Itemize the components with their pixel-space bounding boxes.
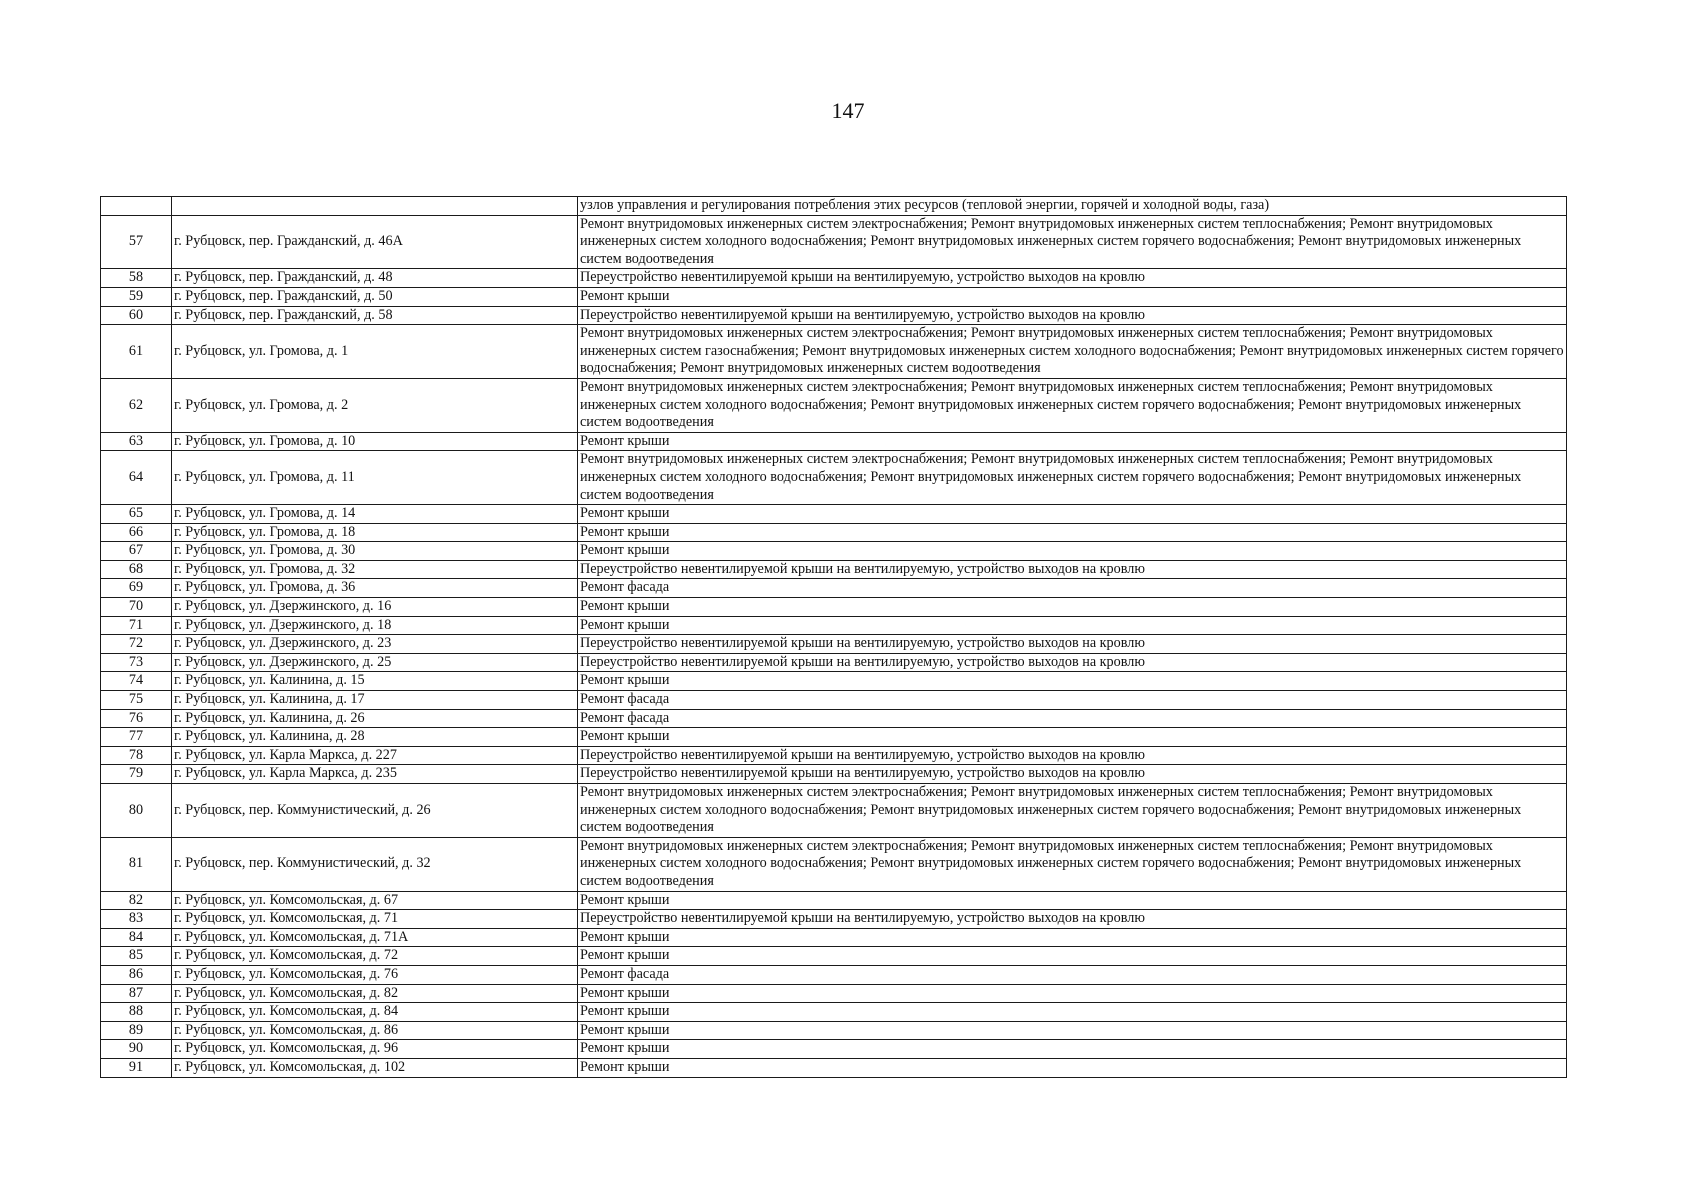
works-cell: Переустройство невентилируемой крыши на вентилируемую, устройство выходов на кровлю bbox=[578, 653, 1567, 672]
row-number-cell: 70 bbox=[101, 598, 172, 617]
table-row bbox=[101, 653, 1567, 672]
works-cell: Ремонт фасада bbox=[578, 579, 1567, 598]
works-cell: Ремонт крыши bbox=[578, 523, 1567, 542]
works-cell: Ремонт крыши bbox=[578, 672, 1567, 691]
row-number-cell: 87 bbox=[101, 984, 172, 1003]
table-row bbox=[101, 432, 1567, 451]
works-cell: Ремонт крыши bbox=[578, 728, 1567, 747]
table-row bbox=[101, 784, 1567, 838]
table-row bbox=[101, 579, 1567, 598]
works-cell: Переустройство невентилируемой крыши на вентилируемую, устройство выходов на кровлю bbox=[578, 910, 1567, 929]
row-number-cell: 62 bbox=[101, 378, 172, 432]
works-cell: Ремонт фасада bbox=[578, 691, 1567, 710]
address-cell: г. Рубцовск, ул. Комсомольская, д. 71А bbox=[172, 928, 578, 947]
address-cell bbox=[172, 197, 578, 216]
works-cell: Ремонт крыши bbox=[578, 542, 1567, 561]
works-cell: Ремонт внутридомовых инженерных систем электроснабжения; Ремонт внутридомовых инженерных систем теплоснабжения; Ремонт внутридомовых инженерных систем холодного водоснабжения; Ремонт внутридомовых инженерных систем горячего водоснабжения; Ремонт внутридомовых инженерных систем водоотведения bbox=[578, 837, 1567, 891]
table-row bbox=[101, 523, 1567, 542]
table-row bbox=[101, 287, 1567, 306]
works-cell: Ремонт крыши bbox=[578, 1040, 1567, 1059]
row-number-cell: 63 bbox=[101, 432, 172, 451]
table-row bbox=[101, 616, 1567, 635]
table-row bbox=[101, 635, 1567, 654]
works-cell: Переустройство невентилируемой крыши на вентилируемую, устройство выходов на кровлю bbox=[578, 765, 1567, 784]
row-number-cell: 69 bbox=[101, 579, 172, 598]
row-number-cell: 78 bbox=[101, 746, 172, 765]
works-cell: Переустройство невентилируемой крыши на вентилируемую, устройство выходов на кровлю bbox=[578, 560, 1567, 579]
address-cell: г. Рубцовск, ул. Громова, д. 2 bbox=[172, 378, 578, 432]
address-cell: г. Рубцовск, ул. Дзержинского, д. 23 bbox=[172, 635, 578, 654]
address-cell: г. Рубцовск, ул. Калинина, д. 17 bbox=[172, 691, 578, 710]
works-cell: Ремонт внутридомовых инженерных систем электроснабжения; Ремонт внутридомовых инженерных систем теплоснабжения; Ремонт внутридомовых инженерных систем холодного водоснабжения; Ремонт внутридомовых инженерных систем горячего водоснабжения; Ремонт внутридомовых инженерных систем водоотведения bbox=[578, 378, 1567, 432]
table-row bbox=[101, 728, 1567, 747]
address-cell: г. Рубцовск, ул. Комсомольская, д. 82 bbox=[172, 984, 578, 1003]
works-cell: Ремонт крыши bbox=[578, 947, 1567, 966]
table-row bbox=[101, 451, 1567, 505]
row-number-cell: 83 bbox=[101, 910, 172, 929]
address-cell: г. Рубцовск, ул. Калинина, д. 28 bbox=[172, 728, 578, 747]
row-number-cell: 57 bbox=[101, 215, 172, 269]
table-row bbox=[101, 928, 1567, 947]
address-cell: г. Рубцовск, ул. Комсомольская, д. 84 bbox=[172, 1003, 578, 1022]
address-cell: г. Рубцовск, ул. Комсомольская, д. 102 bbox=[172, 1058, 578, 1077]
table-row bbox=[101, 965, 1567, 984]
table-row bbox=[101, 598, 1567, 617]
address-cell: г. Рубцовск, ул. Комсомольская, д. 76 bbox=[172, 965, 578, 984]
row-number-cell: 77 bbox=[101, 728, 172, 747]
address-cell: г. Рубцовск, ул. Громова, д. 10 bbox=[172, 432, 578, 451]
table-row bbox=[101, 560, 1567, 579]
table-row bbox=[101, 947, 1567, 966]
address-cell: г. Рубцовск, ул. Громова, д. 1 bbox=[172, 325, 578, 379]
row-number-cell: 59 bbox=[101, 287, 172, 306]
address-cell: г. Рубцовск, ул. Громова, д. 36 bbox=[172, 579, 578, 598]
address-cell: г. Рубцовск, ул. Громова, д. 14 bbox=[172, 505, 578, 524]
address-cell: г. Рубцовск, ул. Карла Маркса, д. 227 bbox=[172, 746, 578, 765]
row-number-cell: 66 bbox=[101, 523, 172, 542]
row-number-cell: 81 bbox=[101, 837, 172, 891]
address-cell: г. Рубцовск, ул. Комсомольская, д. 67 bbox=[172, 891, 578, 910]
row-number-cell: 88 bbox=[101, 1003, 172, 1022]
table-row bbox=[101, 197, 1567, 216]
table-row bbox=[101, 378, 1567, 432]
works-table-body bbox=[101, 197, 1567, 1078]
row-number-cell: 85 bbox=[101, 947, 172, 966]
row-number-cell: 84 bbox=[101, 928, 172, 947]
row-number-cell: 65 bbox=[101, 505, 172, 524]
row-number-cell: 82 bbox=[101, 891, 172, 910]
address-cell: г. Рубцовск, ул. Громова, д. 18 bbox=[172, 523, 578, 542]
works-cell: Переустройство невентилируемой крыши на вентилируемую, устройство выходов на кровлю bbox=[578, 746, 1567, 765]
table-row bbox=[101, 746, 1567, 765]
table-row bbox=[101, 1040, 1567, 1059]
works-cell: Ремонт крыши bbox=[578, 598, 1567, 617]
works-cell: Ремонт крыши bbox=[578, 928, 1567, 947]
works-cell: Ремонт крыши bbox=[578, 1021, 1567, 1040]
works-cell: Переустройство невентилируемой крыши на вентилируемую, устройство выходов на кровлю bbox=[578, 269, 1567, 288]
address-cell: г. Рубцовск, пер. Гражданский, д. 58 bbox=[172, 306, 578, 325]
works-cell: Ремонт внутридомовых инженерных систем электроснабжения; Ремонт внутридомовых инженерных систем теплоснабжения; Ремонт внутридомовых инженерных систем холодного водоснабжения; Ремонт внутридомовых инженерных систем горячего водоснабжения; Ремонт внутридомовых инженерных систем водоотведения bbox=[578, 784, 1567, 838]
table-row bbox=[101, 1058, 1567, 1077]
row-number-cell: 67 bbox=[101, 542, 172, 561]
address-cell: г. Рубцовск, ул. Громова, д. 32 bbox=[172, 560, 578, 579]
works-cell: узлов управления и регулирования потребления этих ресурсов (тепловой энергии, горячей и холодной воды, газа) bbox=[578, 197, 1567, 216]
address-cell: г. Рубцовск, ул. Комсомольская, д. 96 bbox=[172, 1040, 578, 1059]
address-cell: г. Рубцовск, ул. Комсомольская, д. 86 bbox=[172, 1021, 578, 1040]
row-number-cell: 71 bbox=[101, 616, 172, 635]
works-cell: Переустройство невентилируемой крыши на вентилируемую, устройство выходов на кровлю bbox=[578, 306, 1567, 325]
address-cell: г. Рубцовск, ул. Карла Маркса, д. 235 bbox=[172, 765, 578, 784]
page-number: 147 bbox=[831, 98, 865, 123]
table-row bbox=[101, 984, 1567, 1003]
address-cell: г. Рубцовск, пер. Коммунистический, д. 26 bbox=[172, 784, 578, 838]
works-cell: Ремонт крыши bbox=[578, 287, 1567, 306]
address-cell: г. Рубцовск, ул. Комсомольская, д. 72 bbox=[172, 947, 578, 966]
address-cell: г. Рубцовск, ул. Дзержинского, д. 25 bbox=[172, 653, 578, 672]
table-row bbox=[101, 542, 1567, 561]
address-cell: г. Рубцовск, ул. Комсомольская, д. 71 bbox=[172, 910, 578, 929]
row-number-cell: 58 bbox=[101, 269, 172, 288]
row-number-cell: 75 bbox=[101, 691, 172, 710]
row-number-cell: 80 bbox=[101, 784, 172, 838]
row-number-cell: 73 bbox=[101, 653, 172, 672]
works-cell: Ремонт фасада bbox=[578, 709, 1567, 728]
works-cell: Ремонт внутридомовых инженерных систем электроснабжения; Ремонт внутридомовых инженерных систем теплоснабжения; Ремонт внутридомовых инженерных систем газоснабжения; Ремонт внутридомовых инженерных систем холодного водоснабжения; Ремонт внутридомовых инженерных систем горячего водоснабжения; Ремонт внутридомовых инженерных систем водоотведения bbox=[578, 325, 1567, 379]
works-table bbox=[100, 196, 1567, 1078]
table-row bbox=[101, 1021, 1567, 1040]
address-cell: г. Рубцовск, ул. Дзержинского, д. 16 bbox=[172, 598, 578, 617]
address-cell: г. Рубцовск, пер. Гражданский, д. 48 bbox=[172, 269, 578, 288]
works-cell: Ремонт крыши bbox=[578, 1003, 1567, 1022]
table-row bbox=[101, 765, 1567, 784]
table-row bbox=[101, 306, 1567, 325]
works-cell: Ремонт внутридомовых инженерных систем электроснабжения; Ремонт внутридомовых инженерных систем теплоснабжения; Ремонт внутридомовых инженерных систем холодного водоснабжения; Ремонт внутридомовых инженерных систем горячего водоснабжения; Ремонт внутридомовых инженерных систем водоотведения bbox=[578, 451, 1567, 505]
table-row bbox=[101, 891, 1567, 910]
works-cell: Ремонт крыши bbox=[578, 891, 1567, 910]
row-number-cell: 91 bbox=[101, 1058, 172, 1077]
row-number-cell: 68 bbox=[101, 560, 172, 579]
works-cell: Переустройство невентилируемой крыши на вентилируемую, устройство выходов на кровлю bbox=[578, 635, 1567, 654]
table-row bbox=[101, 215, 1567, 269]
table-row bbox=[101, 1003, 1567, 1022]
works-cell: Ремонт крыши bbox=[578, 432, 1567, 451]
address-cell: г. Рубцовск, ул. Дзержинского, д. 18 bbox=[172, 616, 578, 635]
table-row bbox=[101, 672, 1567, 691]
table-row bbox=[101, 691, 1567, 710]
row-number-cell: 72 bbox=[101, 635, 172, 654]
works-cell: Ремонт крыши bbox=[578, 616, 1567, 635]
works-cell: Ремонт фасада bbox=[578, 965, 1567, 984]
table-row bbox=[101, 505, 1567, 524]
address-cell: г. Рубцовск, ул. Калинина, д. 15 bbox=[172, 672, 578, 691]
row-number-cell: 89 bbox=[101, 1021, 172, 1040]
address-cell: г. Рубцовск, пер. Коммунистический, д. 32 bbox=[172, 837, 578, 891]
row-number-cell bbox=[101, 197, 172, 216]
table-row bbox=[101, 910, 1567, 929]
table-row bbox=[101, 837, 1567, 891]
row-number-cell: 79 bbox=[101, 765, 172, 784]
address-cell: г. Рубцовск, пер. Гражданский, д. 50 bbox=[172, 287, 578, 306]
address-cell: г. Рубцовск, ул. Громова, д. 11 bbox=[172, 451, 578, 505]
row-number-cell: 60 bbox=[101, 306, 172, 325]
address-cell: г. Рубцовск, ул. Громова, д. 30 bbox=[172, 542, 578, 561]
table-row bbox=[101, 709, 1567, 728]
row-number-cell: 61 bbox=[101, 325, 172, 379]
works-cell: Ремонт внутридомовых инженерных систем электроснабжения; Ремонт внутридомовых инженерных систем теплоснабжения; Ремонт внутридомовых инженерных систем холодного водоснабжения; Ремонт внутридомовых инженерных систем горячего водоснабжения; Ремонт внутридомовых инженерных систем водоотведения bbox=[578, 215, 1567, 269]
address-cell: г. Рубцовск, пер. Гражданский, д. 46А bbox=[172, 215, 578, 269]
works-cell: Ремонт крыши bbox=[578, 984, 1567, 1003]
row-number-cell: 64 bbox=[101, 451, 172, 505]
row-number-cell: 76 bbox=[101, 709, 172, 728]
address-cell: г. Рубцовск, ул. Калинина, д. 26 bbox=[172, 709, 578, 728]
table-row bbox=[101, 269, 1567, 288]
works-cell: Ремонт крыши bbox=[578, 1058, 1567, 1077]
row-number-cell: 74 bbox=[101, 672, 172, 691]
row-number-cell: 90 bbox=[101, 1040, 172, 1059]
row-number-cell: 86 bbox=[101, 965, 172, 984]
works-cell: Ремонт крыши bbox=[578, 505, 1567, 524]
table-row bbox=[101, 325, 1567, 379]
